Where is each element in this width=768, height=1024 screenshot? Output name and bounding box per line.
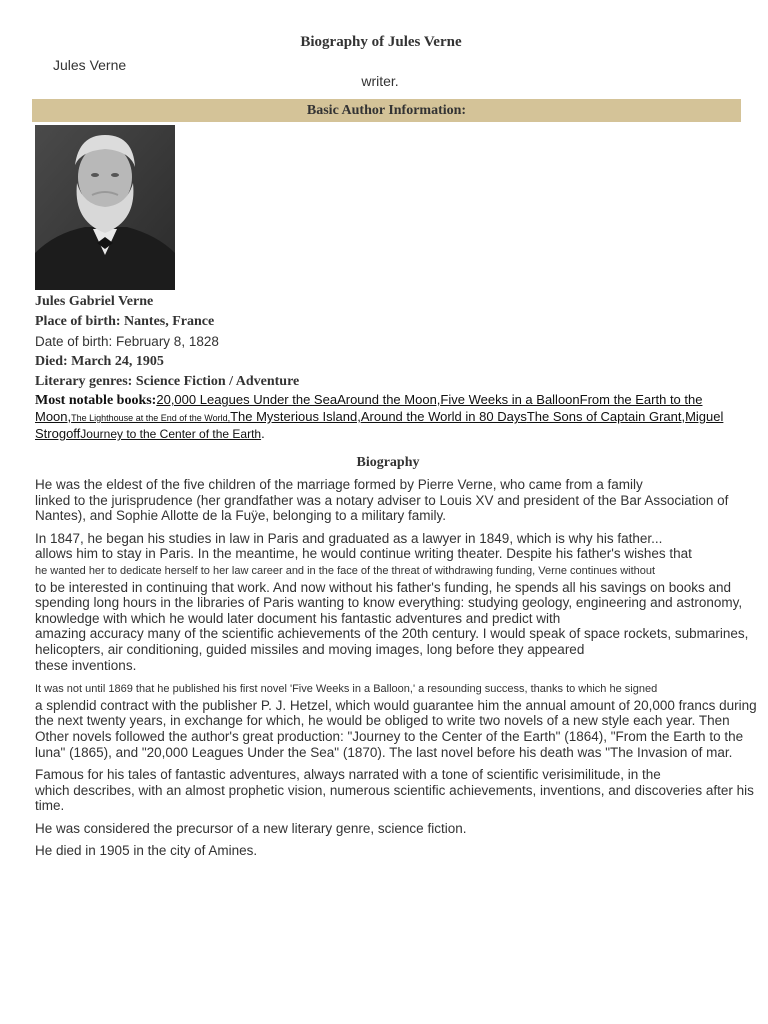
book-link-sons-of-captain-grant[interactable]: The Sons of Captain Grant, — [526, 409, 686, 424]
book-link-five-weeks[interactable]: Five Weeks in a Balloon — [440, 392, 580, 407]
bio-paragraph-5: He was considered the precursor of a new literary genre, science fiction. — [35, 820, 467, 836]
book-link-mysterious-island[interactable]: The Mysterious Island, — [230, 409, 361, 424]
bio-p3-line-b: a splendid contract with the publisher P. J. Hetzel, which would guarantee him the annual amount of 20,000 francs during the next twenty years, in exchange for which, he would be obliged to write two novels of a new style each year. Then — [35, 697, 757, 729]
bio-paragraph-6: He died in 1905 in the city of Amines. — [35, 843, 258, 859]
author-occupation: writer. — [361, 73, 399, 89]
books-end: . — [261, 426, 265, 441]
author-facts — [35, 292, 745, 392]
biography-heading: Biography — [356, 455, 420, 470]
bio-p4-line-b: which describes, with an almost prophetic vision, numerous scientific achievements, inventions, and discoveries after his time. — [35, 782, 754, 814]
death-date: Died: March 24, 1905 — [35, 354, 164, 369]
bio-p2-line-a: In 1847, he began his studies in law in Paris and graduated as a lawyer in 1849, which is why his father... — [35, 530, 663, 546]
birth-place: Place of birth: Nantes, France — [35, 314, 215, 329]
bio-paragraph-4 — [35, 767, 757, 814]
literary-genres: Literary genres: Science Fiction / Adventure — [35, 374, 300, 389]
book-link-around-the-moon[interactable]: Around the Moon, — [337, 392, 441, 407]
bio-p4-line-a: Famous for his tales of fantastic adventures, always narrated with a tone of scientific verisimilitude, in the — [35, 767, 661, 783]
book-link-from-earth-to-moon[interactable]: From the Earth to the Moon, — [35, 392, 703, 424]
book-link-around-world-80-days[interactable]: Around the World in 80 Days — [360, 409, 527, 424]
author-name: Jules Verne — [53, 57, 127, 73]
book-link-lighthouse[interactable]: The Lighthouse at the End of the World, — [71, 413, 231, 423]
bio-p1-line-a: He was the eldest of the five children of the marriage formed by Pierre Verne, who came from a family — [35, 477, 643, 492]
bio-paragraph-1 — [35, 477, 757, 524]
birth-date: Date of birth: February 8, 1828 — [35, 334, 219, 349]
bio-p2-line-e: amazing accuracy many of the scientific achievements of the 20th century. I would speak of space rockets, submarines, helicopters, air conditioning, guided missiles and moving images, long before they appeared — [35, 626, 749, 657]
bio-p3-line-c: Other novels followed the author's great production: "Journey to the Center of the Earth" (1864), "From the Earth to the luna" (1865), and "20,000 Leagues Under the Sea" (1870). The last novel before his death was "The Invasion of mar. — [35, 728, 744, 760]
notable-books — [35, 392, 735, 442]
portrait-image — [35, 125, 175, 290]
bio-p2-line-b: allows him to stay in Paris. In the meantime, he would continue writing theater. Despite his father's wishes that — [35, 546, 692, 562]
page-title: Biography of Jules Verne — [300, 34, 462, 50]
bio-paragraph-2 — [35, 531, 757, 673]
bio-paragraph-3 — [35, 680, 757, 760]
book-link-20000-leagues[interactable]: 20,000 Leagues Under the Sea — [156, 392, 338, 407]
book-link-journey-center-earth[interactable]: Journey to the Center of the Earth — [80, 427, 262, 441]
book-link-miguel-strogoff[interactable]: Miguel Strogoff — [35, 409, 724, 441]
bio-p2-line-f: these inventions. — [35, 657, 137, 673]
author-portrait — [35, 125, 175, 290]
bio-p1-line-b: linked to the jurisprudence (her grandfather was a notary adviser to Louis XV and president of the Bar Association of Nantes), and Sophie Allotte de la Fuÿe, belonging to a military family. — [35, 492, 729, 524]
full-name: Jules Gabriel Verne — [35, 294, 154, 309]
bio-p2-line-c: he wanted her to dedicate herself to her law career and in the face of the threat of withdrawing funding, Verne continues without — [35, 564, 656, 577]
notable-books-label: Most notable books: — [35, 393, 157, 408]
biography-body — [35, 477, 757, 866]
bio-p2-line-d: to be interested in continuing that work. And now without his father's funding, he spends all his savings on books and spending long hours in the libraries of Paris wanting to know everything: studying geology, engineering and astronomy, knowledge with which he would later document his fantastic adventures and predict with — [35, 579, 743, 626]
basic-info-header-bar: Basic Author Information: — [32, 99, 741, 122]
bio-p3-line-a: It was not until 1869 that he published his first novel 'Five Weeks in a Balloon,' a resounding success, thanks to which he signed — [35, 683, 658, 696]
